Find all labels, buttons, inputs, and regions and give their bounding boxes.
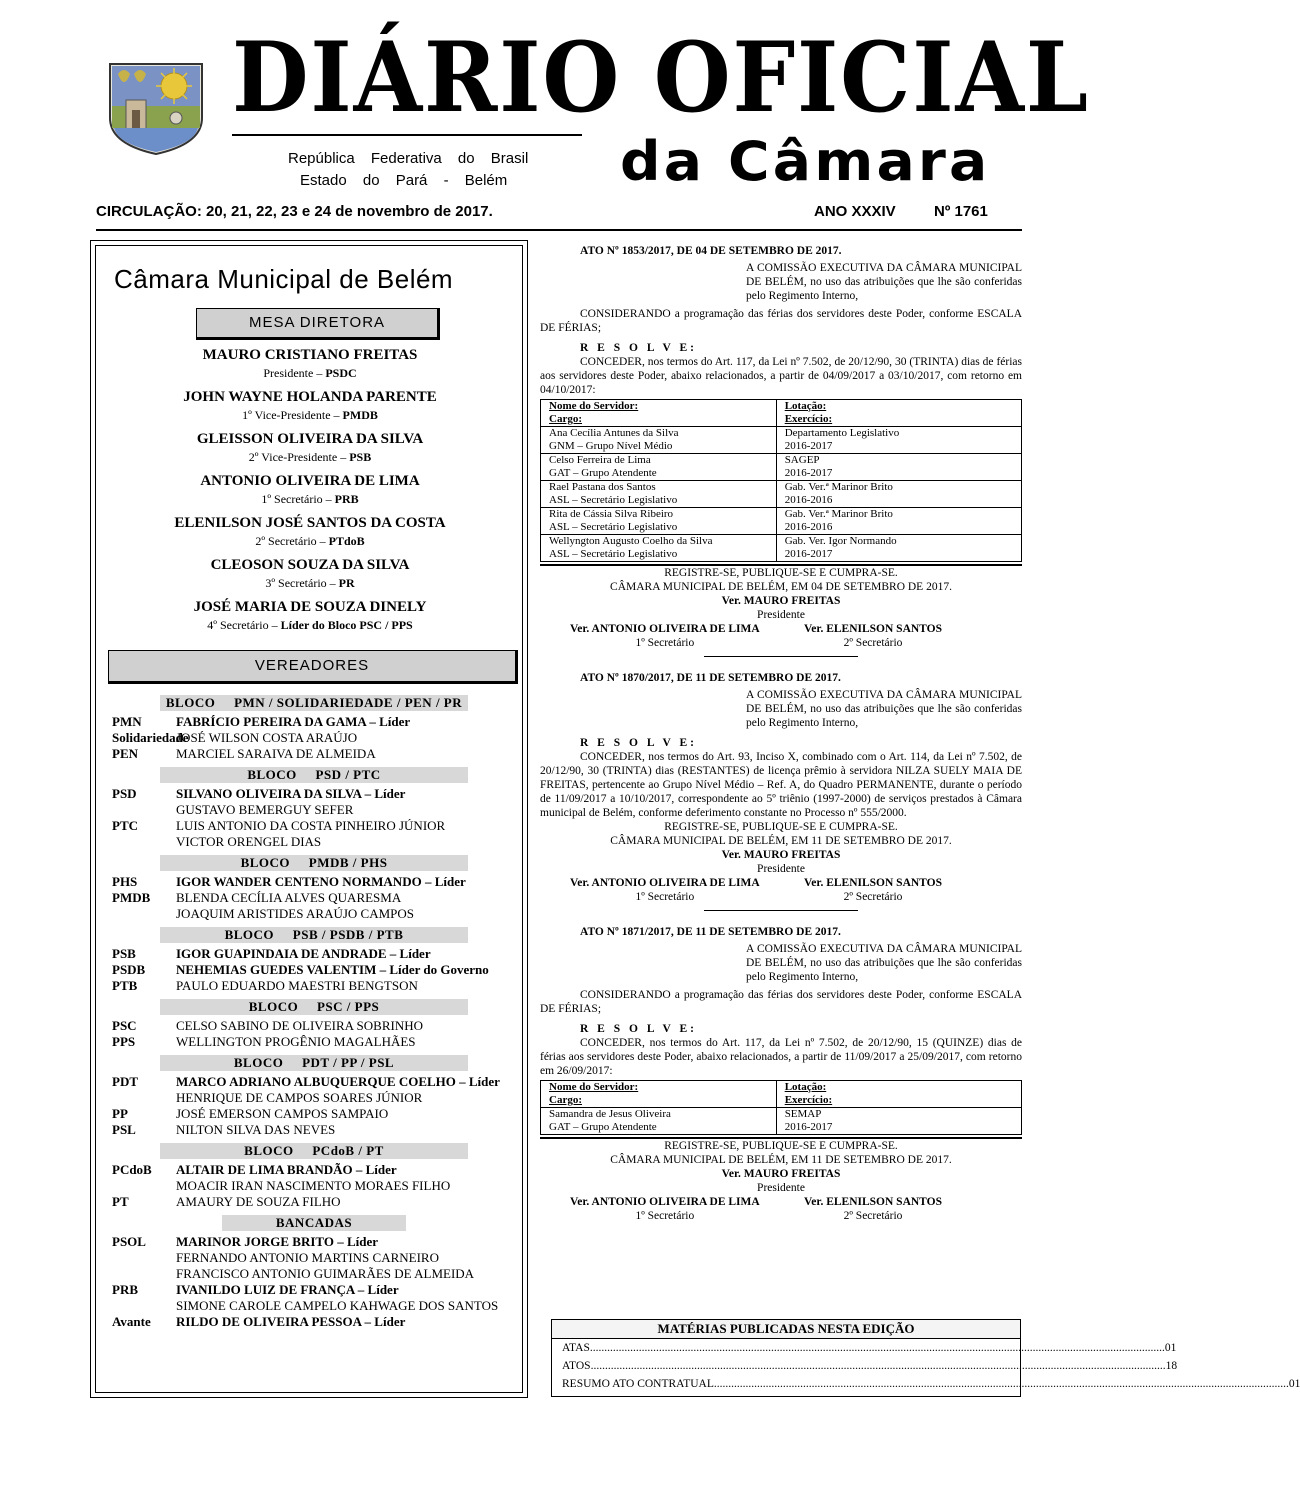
councilor-name: RILDO DE OLIVEIRA PESSOA – Líder [176, 1314, 406, 1329]
act-resolve: R E S O L V E: [580, 737, 697, 749]
councilor-party: Solidariedade [112, 730, 189, 745]
table-row [541, 440, 1022, 454]
second-secretary-role: 2º Secretário [843, 891, 903, 903]
act-place-date: CÂMARA MUNICIPAL DE BELÉM, EM 11 DE SETEMBRO DE 2017. [610, 1154, 952, 1166]
councilor-party: PSL [112, 1122, 136, 1137]
councilor-name: BLENDA CECÍLIA ALVES QUARESMA [176, 890, 402, 905]
edition-number: Nº 1761 [934, 203, 988, 220]
mesa-member-role [96, 407, 524, 423]
servant-period: 2016-2017 [776, 1121, 1021, 1135]
councilor-row [112, 1074, 516, 1090]
table-row [541, 535, 1022, 549]
councilor-row [112, 1194, 516, 1210]
bloc-header: BLOCO PCdoB / PT [160, 1143, 468, 1159]
councilor-row [112, 906, 516, 922]
dot-leader: ........................................................................................................................................................................................................ [589, 1342, 1165, 1354]
councilor-row [112, 946, 516, 962]
published-matters-box [551, 1319, 1300, 1397]
council-roster-box [90, 240, 528, 1398]
mesa-member-role [96, 575, 524, 591]
councilor-row [112, 1018, 516, 1034]
table-row [541, 508, 1022, 522]
bloc-header: BLOCO PDT / PP / PSL [160, 1055, 468, 1071]
councilor-row [112, 1162, 516, 1178]
table-row [541, 454, 1022, 468]
circulation-row [96, 203, 1022, 225]
mesa-member-role [96, 365, 524, 381]
councilor-party: PRB [112, 1282, 138, 1297]
councilor-name: LUIS ANTONIO DA COSTA PINHEIRO JÚNIOR [176, 818, 446, 833]
vereadores-blocks [112, 690, 516, 1330]
act-resolve: R E S O L V E: [580, 342, 697, 354]
councilor-party: PTB [112, 978, 138, 993]
councilor-name: IVANILDO LUIZ DE FRANÇA – Líder [176, 1282, 399, 1297]
table-row [541, 1121, 1022, 1135]
councilor-row [112, 874, 516, 890]
act-considering: CONSIDERANDO a programação das férias dos servidores deste Poder, conforme ESCALA DE FÉRIAS; [540, 308, 1022, 334]
act-place-date: CÂMARA MUNICIPAL DE BELÉM, EM 04 DE SETEMBRO DE 2017. [610, 581, 952, 593]
act-resolve: R E S O L V E: [580, 1023, 697, 1035]
servants-table [540, 1080, 1022, 1135]
first-secretary-role: 1º Secretário [635, 1210, 695, 1222]
councilor-name: VICTOR ORENGEL DIAS [176, 834, 322, 849]
councilor-party [112, 1250, 176, 1266]
act-registre: REGISTRE-SE, PUBLIQUE-SE E CUMPRA-SE. [664, 567, 898, 579]
councilor-row [112, 890, 516, 906]
councilor-party: PCdoB [112, 1162, 152, 1177]
councilor-row [112, 1266, 516, 1282]
mesa-party: Líder do Bloco PSC / PPS [280, 618, 413, 632]
councilor-name: SILVANO OLIVEIRA DA SILVA – Líder [176, 786, 406, 801]
councilor-name: MOACIR IRAN NASCIMENTO MORAES FILHO [176, 1178, 451, 1193]
act-place-date: CÂMARA MUNICIPAL DE BELÉM, EM 11 DE SETEMBRO DE 2017. [610, 835, 952, 847]
table-row [541, 548, 1022, 562]
mesa-party: PRB [334, 492, 359, 506]
secretaries-signatures [540, 1195, 1022, 1223]
servant-unit: Gab. Ver.ª Marinor Brito [776, 508, 1021, 522]
matter-count: 01 [1164, 1342, 1177, 1354]
councilor-row [112, 786, 516, 802]
councilor-party: PDT [112, 1074, 138, 1089]
mesa-role-text: 3º Secretário – [265, 576, 339, 590]
act-registre: REGISTRE-SE, PUBLIQUE-SE E CUMPRA-SE. [664, 821, 898, 833]
councilor-party: PSC [112, 1018, 137, 1033]
councilor-party [112, 1090, 176, 1106]
servants-table [540, 399, 1022, 562]
masthead-rule [232, 134, 582, 136]
secretaries-signatures [540, 622, 1022, 650]
councilor-name: JOAQUIM ARISTIDES ARAÚJO CAMPOS [176, 906, 415, 921]
councilor-row [112, 1034, 516, 1050]
servant-name: Rita de Cássia Silva Ribeiro [541, 508, 777, 522]
matter-label: ATOS [562, 1360, 591, 1372]
act-preamble: A COMISSÃO EXECUTIVA DA CÂMARA MUNICIPAL DE BELÉM, no uso das atribuições que lhe são conferidas pelo Regimento Interno, [746, 689, 1022, 729]
bloc-header: BLOCO PSB / PSDB / PTB [160, 927, 468, 943]
councilor-name: FABRÍCIO PEREIRA DA GAMA – Líder [176, 714, 411, 729]
servant-name: Ana Cecília Antunes da Silva [541, 427, 777, 441]
councilor-name: WELLINGTON PROGÊNIO MAGALHÃES [176, 1034, 416, 1049]
act-considering: CONSIDERANDO a programação das férias dos servidores deste Poder, conforme ESCALA DE FÉRIAS; [540, 989, 1022, 1015]
councilor-party: PSB [112, 946, 136, 961]
matter-label: RESUMO ATO CONTRATUAL [562, 1378, 714, 1390]
acts-column [540, 244, 1022, 1223]
city-coat-of-arms [104, 60, 208, 156]
councilor-name: FRANCISCO ANTONIO GUIMARÃES DE ALMEIDA [176, 1266, 475, 1281]
act-preamble: A COMISSÃO EXECUTIVA DA CÂMARA MUNICIPAL DE BELÉM, no uso das atribuições que lhe são conferidas pelo Regimento Interno, [746, 943, 1022, 983]
circulation-dates: CIRCULAÇÃO: 20, 21, 22, 23 e 24 de novembro de 2017. [96, 203, 493, 220]
councilor-row [112, 730, 516, 746]
mesa-member-name: MAURO CRISTIANO FREITAS [202, 347, 418, 363]
col-unit-header: Lotação: [784, 400, 827, 412]
first-secretary-role: 1º Secretário [635, 637, 695, 649]
mesa-member-role [96, 617, 524, 633]
councilor-row [112, 1250, 516, 1266]
first-secretary-name: Ver. ANTONIO OLIVEIRA DE LIMA [570, 623, 760, 635]
mesa-member-name: CLEOSON SOUZA DA SILVA [210, 557, 410, 573]
councilor-party [112, 1298, 176, 1314]
president-name: Ver. MAURO FREITAS [721, 595, 841, 607]
councilor-row [112, 834, 516, 850]
president-name: Ver. MAURO FREITAS [721, 849, 841, 861]
servant-unit: SAGEP [776, 454, 1021, 468]
servant-role: GAT – Grupo Atendente [541, 1121, 777, 1135]
councilor-name: MARINOR JORGE BRITO – Líder [176, 1234, 378, 1249]
mesa-role-text: 4º Secretário – [207, 618, 281, 632]
matter-label: ATAS [562, 1342, 590, 1354]
councilor-name: FERNANDO ANTONIO MARTINS CARNEIRO [176, 1250, 439, 1265]
councilor-name: CELSO SABINO DE OLIVEIRA SOBRINHO [176, 1018, 424, 1033]
councilor-party: PMN [112, 714, 142, 729]
published-matter-row [552, 1375, 1300, 1393]
col-period-header: Exercício: [784, 413, 833, 425]
col-role-header: Cargo: [549, 1094, 582, 1106]
councilor-row [112, 1106, 516, 1122]
councilor-row [112, 714, 516, 730]
councilor-party: PMDB [112, 890, 151, 905]
councilor-party: PP [112, 1106, 128, 1121]
act-separator [704, 656, 858, 657]
councilor-name: MARCO ADRIANO ALBUQUERQUE COELHO – Líder [176, 1074, 500, 1089]
act-preamble: A COMISSÃO EXECUTIVA DA CÂMARA MUNICIPAL DE BELÉM, no uso das atribuições que lhe são conferidas pelo Regimento Interno, [746, 262, 1022, 302]
servant-name: Wellyngton Augusto Coelho da Silva [541, 535, 777, 549]
mesa-party: PSB [349, 450, 372, 464]
col-name-header: Nome do Servidor: [549, 400, 639, 412]
councilor-row [112, 962, 516, 978]
councilor-name: NEHEMIAS GUEDES VALENTIM – Líder do Governo [176, 962, 489, 977]
mesa-role-text: 2º Vice-Presidente – [248, 450, 350, 464]
councilor-name: NILTON SILVA DAS NEVES [176, 1122, 336, 1137]
mesa-role-text: 2º Secretário – [255, 534, 329, 548]
servant-name: Rael Pastana dos Santos [541, 481, 777, 495]
councilor-row [112, 1090, 516, 1106]
mesa-role-text: 1º Secretário – [261, 492, 335, 506]
councilor-party: PT [112, 1194, 129, 1209]
first-secretary-name: Ver. ANTONIO OLIVEIRA DE LIMA [570, 877, 760, 889]
councilor-party: PSD [112, 786, 137, 801]
councilor-row [112, 1122, 516, 1138]
councilor-party [112, 906, 176, 922]
president-role: Presidente [757, 609, 805, 621]
president-role: Presidente [757, 863, 805, 875]
act-title: ATO Nº 1853/2017, DE 04 DE SETEMBRO DE 2017. [580, 245, 842, 257]
act-3 [540, 925, 1022, 1223]
bloc-header: BLOCO PMDB / PHS [160, 855, 468, 871]
councilor-name: IGOR GUAPINDAIA DE ANDRADE – Líder [176, 946, 431, 961]
servant-name: Samandra de Jesus Oliveira [541, 1108, 777, 1122]
mesa-member-role [96, 533, 524, 549]
act-title: ATO Nº 1871/2017, DE 11 DE SETEMBRO DE 2017. [580, 926, 841, 938]
table-row [541, 467, 1022, 481]
servant-period: 2016-2016 [776, 494, 1021, 508]
bloc-header: BLOCO PSD / PTC [160, 767, 468, 783]
act-body: CONCEDER, nos termos do Art. 117, da Lei nº 7.502, de 20/12/90, 15 (QUINZE) dias de férias aos servidores deste Poder, abaixo relacionados, a partir de 11/09/2017 a 25/09/2017, com retorno em 26/09/2017: [540, 1037, 1022, 1077]
councilor-party: PHS [112, 874, 138, 889]
state-line: Estado do Pará - Belém [300, 172, 508, 189]
councilor-name: PAULO EDUARDO MAESTRI BENGTSON [176, 978, 418, 993]
councilor-row [112, 746, 516, 762]
second-secretary-role: 2º Secretário [843, 1210, 903, 1222]
col-unit-header: Lotação: [784, 1081, 827, 1093]
matter-count: 01 [1288, 1378, 1300, 1390]
mesa-party: PSDC [325, 366, 357, 380]
mesa-party: PMDB [342, 408, 378, 422]
councilor-name: JOSÉ WILSON COSTA ARAÚJO [176, 730, 358, 745]
servant-period: 2016-2016 [776, 521, 1021, 535]
table-row [541, 521, 1022, 535]
matter-count: 18 [1165, 1360, 1178, 1372]
councilor-party: PSDB [112, 962, 146, 977]
col-period-header: Exercício: [784, 1094, 833, 1106]
servant-unit: Departamento Legislativo [776, 427, 1021, 441]
dot-leader: ........................................................................................................................................................................................................ [590, 1360, 1166, 1372]
table-row [541, 427, 1022, 441]
mesa-party: PR [338, 576, 355, 590]
council-roster-inner [95, 245, 523, 1393]
councilor-name: GUSTAVO BEMERGUY SEFER [176, 802, 354, 817]
mesa-role-text: 1º Vice-Presidente – [242, 408, 343, 422]
councilor-row [112, 1314, 516, 1330]
second-secretary-name: Ver. ELENILSON SANTOS [804, 1196, 942, 1208]
mesa-member-name: JOHN WAYNE HOLANDA PARENTE [183, 389, 437, 405]
second-secretary-role: 2º Secretário [843, 637, 903, 649]
table-row [541, 481, 1022, 495]
act-2 [540, 671, 1022, 911]
second-secretary-name: Ver. ELENILSON SANTOS [804, 623, 942, 635]
councilor-row [112, 978, 516, 994]
council-title [114, 264, 453, 295]
mesa-member-name: JOSÉ MARIA DE SOUZA DINELY [193, 599, 427, 615]
council-title-text: Câmara Municipal de Belém [114, 264, 454, 294]
councilor-name: HENRIQUE DE CAMPOS SOARES JÚNIOR [176, 1090, 423, 1105]
mesa-member-name: ELENILSON JOSÉ SANTOS DA COSTA [174, 515, 446, 531]
col-role-header: Cargo: [549, 413, 582, 425]
header-divider [96, 229, 1022, 231]
councilor-name: ALTAIR DE LIMA BRANDÃO – Líder [176, 1162, 397, 1177]
vereadores-header: VEREADORES [108, 650, 518, 684]
republic-line: República Federativa do Brasil [288, 150, 529, 167]
masthead-subtitle: da Câmara [620, 130, 991, 193]
table-header-row [541, 1081, 1022, 1095]
published-matters-list [552, 1339, 1300, 1393]
servant-period: 2016-2017 [776, 440, 1021, 454]
table-row [541, 1108, 1022, 1122]
act-registre: REGISTRE-SE, PUBLIQUE-SE E CUMPRA-SE. [664, 1140, 898, 1152]
mesa-member-role [96, 491, 524, 507]
councilor-party: PPS [112, 1034, 136, 1049]
councilor-party: PTC [112, 818, 138, 833]
bloc-header: BANCADAS [222, 1215, 406, 1231]
first-secretary-role: 1º Secretário [635, 891, 695, 903]
mesa-diretora-header: MESA DIRETORA [196, 308, 440, 340]
councilor-name: AMAURY DE SOUZA FILHO [176, 1194, 341, 1209]
mesa-member-name: ANTONIO OLIVEIRA DE LIMA [200, 473, 420, 489]
servant-unit: Gab. Ver. Igor Normando [776, 535, 1021, 549]
edition-year: ANO XXXIV [814, 203, 896, 220]
table-row [541, 494, 1022, 508]
servant-role: ASL – Secretário Legislativo [541, 494, 777, 508]
masthead-title: DIÁRIO OFICIAL [232, 21, 1090, 134]
servant-role: GNM – Grupo Nível Médio [541, 440, 777, 454]
published-matter-row [552, 1357, 1178, 1375]
councilor-row [112, 818, 516, 834]
mesa-diretora-list [96, 346, 524, 640]
councilor-name: IGOR WANDER CENTENO NORMANDO – Líder [176, 874, 466, 889]
table-header-row [541, 413, 1022, 427]
first-secretary-name: Ver. ANTONIO OLIVEIRA DE LIMA [570, 1196, 760, 1208]
councilor-row [112, 1298, 516, 1314]
table-header-row [541, 400, 1022, 414]
servant-role: ASL – Secretário Legislativo [541, 521, 777, 535]
table-header-row [541, 1094, 1022, 1108]
mesa-member-role [96, 449, 524, 465]
act-1 [540, 244, 1022, 657]
col-name-header: Nome do Servidor: [549, 1081, 639, 1093]
councilor-party: PEN [112, 746, 138, 761]
dot-leader: ........................................................................................................................................................................................................ [713, 1378, 1289, 1390]
secretaries-signatures [540, 876, 1022, 904]
published-matters-title: MATÉRIAS PUBLICADAS NESTA EDIÇÃO [552, 1320, 1020, 1339]
published-matter-row [552, 1339, 1177, 1357]
servant-period: 2016-2017 [776, 467, 1021, 481]
mesa-member-name: GLEISSON OLIVEIRA DA SILVA [196, 431, 424, 447]
servant-unit: SEMAP [776, 1108, 1021, 1122]
councilor-row [112, 1178, 516, 1194]
act-body: CONCEDER, nos termos do Art. 117, da Lei nº 7.502, de 20/12/90, 30 (TRINTA) dias de férias aos servidores deste Poder, abaixo relacionados, a partir de 04/09/2017 a 03/10/2017, com retorno em 04/10/2017: [540, 356, 1022, 396]
councilor-name: MARCIEL SARAIVA DE ALMEIDA [176, 746, 376, 761]
councilor-party [112, 1266, 176, 1282]
act-separator [704, 910, 858, 911]
president-name: Ver. MAURO FREITAS [721, 1168, 841, 1180]
servant-role: ASL – Secretário Legislativo [541, 548, 777, 562]
second-secretary-name: Ver. ELENILSON SANTOS [804, 877, 942, 889]
councilor-party [112, 802, 176, 818]
bloc-header: BLOCO PSC / PPS [160, 999, 468, 1015]
councilor-party: Avante [112, 1314, 151, 1329]
councilor-name: SIMONE CAROLE CAMPELO KAHWAGE DOS SANTOS [176, 1298, 499, 1313]
councilor-name: JOSÉ EMERSON CAMPOS SAMPAIO [176, 1106, 389, 1121]
act-body: CONCEDER, nos termos do Art. 93, Inciso X, combinado com o Art. 114, da Lei nº 7.502, de 20/12/90, 30 (TRINTA) dias (RESTANTES) de licença prêmio à servidora NILZA SUELY MAIA DE FREITAS, pertencente ao Grupo Nível Médio – Ref. A, do Quadro PERMANENTE, durante o período de 11/09/2017 a 10/10/2017, correspondente ao 5º triênio (1997-2000) de serviços prestados à Câmara municipal de Belém, conforme deferimento constante no Processo nº 555/2000. [540, 751, 1022, 819]
councilor-party [112, 834, 176, 850]
president-role: Presidente [757, 1182, 805, 1194]
bloc-header: BLOCO PMN / SOLIDARIEDADE / PEN / PR [160, 695, 468, 711]
councilor-party: PSOL [112, 1234, 146, 1249]
mesa-party: PTdoB [328, 534, 365, 548]
servant-period: 2016-2017 [776, 548, 1021, 562]
act-title: ATO Nº 1870/2017, DE 11 DE SETEMBRO DE 2017. [580, 672, 841, 684]
mesa-role-text: Presidente – [263, 366, 326, 380]
councilor-row [112, 802, 516, 818]
councilor-party [112, 1178, 176, 1194]
servant-name: Celso Ferreira de Lima [541, 454, 777, 468]
servant-role: GAT – Grupo Atendente [541, 467, 777, 481]
servant-unit: Gab. Ver.ª Marinor Brito [776, 481, 1021, 495]
councilor-row [112, 1234, 516, 1250]
councilor-row [112, 1282, 516, 1298]
